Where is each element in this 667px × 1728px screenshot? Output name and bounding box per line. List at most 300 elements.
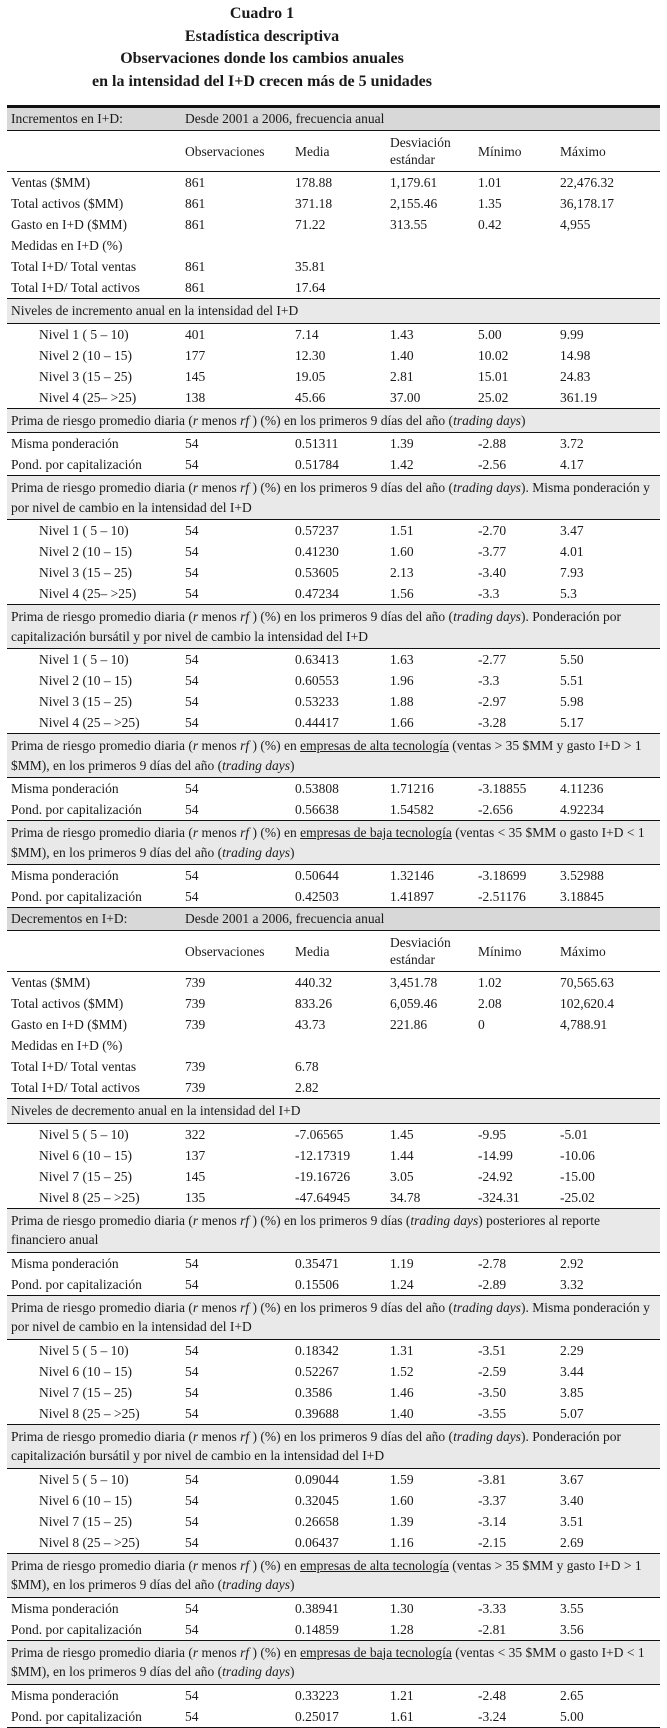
cell-maximo: 4,955 — [560, 217, 591, 232]
cell-maximo: 4.92234 — [560, 802, 604, 817]
section-band — [7, 1553, 660, 1598]
cell-media: 0.35471 — [295, 1255, 339, 1271]
cell-media: 43.73 — [295, 1017, 326, 1032]
cell-desviacion: 1.60 — [390, 1492, 414, 1508]
cell-observaciones: 54 — [185, 781, 199, 796]
cell-desviacion: 1.51 — [390, 523, 414, 538]
cell-observaciones: 54 — [185, 565, 199, 580]
cell-maximo: 3.52988 — [560, 868, 604, 883]
cell-desviacion: 1.71216 — [390, 781, 434, 796]
cell-minimo: 5.00 — [478, 326, 502, 342]
row-label: Nivel 7 (15 – 25) — [39, 1168, 132, 1184]
cell-desviacion: 3,451.78 — [390, 975, 438, 990]
cell-minimo: -3.18855 — [478, 781, 527, 796]
section-band — [7, 604, 660, 649]
cell-media: 0.57237 — [295, 523, 339, 538]
section-band-text: Prima de riesgo promedio diaria (r menos rf ) (%) en empresas de alta tecnología (ventas > 35 $MM y gasto I+D > 1 $MM), en los primeros 9 días del año (trading days) — [11, 738, 642, 773]
cell-minimo: -3.14 — [478, 1513, 507, 1529]
cell-maximo: 9.99 — [560, 326, 584, 342]
data-row — [7, 345, 660, 366]
cell-maximo: 3.67 — [560, 1471, 584, 1487]
cell-observaciones: 54 — [185, 1534, 199, 1550]
cell-minimo: -2.88 — [478, 436, 507, 451]
cell-media: 0.32045 — [295, 1492, 339, 1508]
row-label: Nivel 3 (15 – 25) — [39, 368, 132, 384]
cell-media: 2.82 — [295, 1080, 319, 1095]
cell-desviacion: 1,179.61 — [390, 175, 438, 190]
cell-observaciones: 54 — [185, 1513, 199, 1529]
panel-row — [7, 907, 660, 931]
cell-desviacion: 1.45 — [390, 1126, 414, 1142]
data-row — [7, 799, 660, 820]
cell-desviacion: 1.44 — [390, 1147, 414, 1163]
data-row — [7, 1056, 660, 1077]
data-row — [7, 520, 660, 541]
cell-maximo: 3.56 — [560, 1621, 584, 1637]
data-row — [7, 1685, 660, 1706]
cell-minimo: -2.97 — [478, 694, 507, 709]
row-label: Misma ponderación — [11, 1687, 119, 1703]
cell-desviacion: 1.60 — [390, 544, 414, 559]
cell-media: 45.66 — [295, 389, 326, 405]
cell-observaciones: 54 — [185, 1492, 199, 1508]
data-row — [7, 993, 660, 1014]
cell-observaciones: 54 — [185, 868, 199, 883]
cell-media: 0.51784 — [295, 457, 339, 472]
row-label: Nivel 7 (15 – 25) — [39, 1513, 132, 1529]
panel-row — [7, 105, 660, 131]
cell-maximo: 7.93 — [560, 565, 584, 580]
cell-desviacion: 1.16 — [390, 1534, 414, 1550]
column-header-desviacion: Desviación estándar — [390, 935, 451, 967]
cell-maximo: 4.01 — [560, 544, 584, 559]
data-row — [7, 1253, 660, 1274]
row-label: Gasto en I+D ($MM) — [11, 1017, 127, 1032]
data-row — [7, 433, 660, 454]
cell-desviacion: 1.66 — [390, 715, 414, 730]
column-header-media: Media — [295, 143, 330, 159]
row-label: Total I+D/ Total ventas — [11, 259, 137, 274]
column-header-row — [7, 131, 660, 172]
cell-maximo: 3.72 — [560, 436, 584, 451]
row-label: Medidas en I+D (%) — [11, 238, 123, 253]
cell-observaciones: 54 — [185, 652, 199, 667]
cell-observaciones: 145 — [185, 1168, 206, 1184]
cell-media: 0.47234 — [295, 586, 339, 601]
row-label: Ventas ($MM) — [11, 975, 91, 990]
cell-maximo: 102,620.4 — [560, 996, 614, 1011]
section-band-text: Prima de riesgo promedio diaria (r menos rf ) (%) en los primeros 9 días del año (trading days). Misma ponderación y por nivel de cambio en la intensidad del I+D — [11, 1299, 650, 1334]
cell-observaciones: 54 — [185, 523, 199, 538]
row-label: Total I+D/ Total activos — [11, 280, 140, 295]
cell-maximo: 2.65 — [560, 1687, 584, 1703]
cell-media: 0.53233 — [295, 694, 339, 709]
section-band — [7, 1208, 660, 1253]
cell-minimo: -3.3 — [478, 586, 500, 601]
cell-media: -7.06565 — [295, 1126, 344, 1142]
data-row — [7, 214, 660, 235]
data-row — [7, 1145, 660, 1166]
data-row — [7, 691, 660, 712]
row-label: Nivel 4 (25– >25) — [39, 389, 137, 405]
cell-minimo: -3.51 — [478, 1342, 507, 1358]
cell-maximo: 14.98 — [560, 347, 591, 363]
cell-observaciones: 54 — [185, 802, 199, 817]
cell-media: 0.44417 — [295, 715, 339, 730]
row-label: Total activos ($MM) — [11, 196, 124, 211]
row-label: Nivel 8 (25 – >25) — [39, 1534, 140, 1550]
cell-media: 0.06437 — [295, 1534, 339, 1550]
cell-desviacion: 1.43 — [390, 326, 414, 342]
cell-media: 0.33223 — [295, 1687, 339, 1703]
cell-media: 0.52267 — [295, 1363, 339, 1379]
cell-observaciones: 401 — [185, 326, 206, 342]
cell-observaciones: 54 — [185, 1471, 199, 1487]
table — [7, 105, 660, 1728]
cell-media: 35.81 — [295, 259, 326, 274]
cell-observaciones: 54 — [185, 1342, 199, 1358]
cell-minimo: -2.77 — [478, 652, 507, 667]
section-band-text: Prima de riesgo promedio diaria (r menos rf ) (%) en los primeros 9 días del año (trading days). Ponderación por capitalización bursátil y por nivel de cambio la intensidad del I+D — [11, 609, 622, 644]
cell-desviacion: 1.39 — [390, 436, 414, 451]
cell-desviacion: 1.41897 — [390, 889, 434, 904]
cell-desviacion: 1.32146 — [390, 868, 434, 883]
row-label: Nivel 1 ( 5 – 10) — [39, 652, 129, 667]
section-band — [7, 1640, 660, 1685]
cell-maximo: 3.32 — [560, 1276, 584, 1292]
cell-maximo: 361.19 — [560, 389, 598, 405]
cell-observaciones: 739 — [185, 1080, 206, 1095]
cell-desviacion: 2.13 — [390, 565, 414, 580]
column-header-row — [7, 931, 660, 972]
row-label: Nivel 1 ( 5 – 10) — [39, 326, 129, 342]
section-band-text: Prima de riesgo promedio diaria (r menos rf ) (%) en los primeros 9 días del año (trading days). Ponderación por capitalización bursátil y por nivel de cambio en la intensidad del I+D — [11, 1428, 622, 1463]
cell-maximo: 5.51 — [560, 673, 584, 688]
cell-minimo: -3.28 — [478, 715, 507, 730]
cell-observaciones: 861 — [185, 259, 206, 274]
column-header-minimo: Mínimo — [478, 143, 522, 159]
row-label: Nivel 6 (10 – 15) — [39, 1363, 132, 1379]
cell-maximo: 3.44 — [560, 1363, 584, 1379]
cell-maximo: 3.85 — [560, 1384, 584, 1400]
cell-minimo: -3.40 — [478, 565, 507, 580]
title-line-4: en la intensidad del I+D crecen más de 5 unidades — [92, 72, 432, 90]
cell-desviacion: 1.24 — [390, 1276, 414, 1292]
cell-observaciones: 54 — [185, 694, 199, 709]
cell-media: 0.63413 — [295, 652, 339, 667]
data-row — [7, 1598, 660, 1619]
cell-desviacion: 313.55 — [390, 217, 428, 232]
cell-minimo: -2.59 — [478, 1363, 507, 1379]
cell-minimo: -2.70 — [478, 523, 507, 538]
cell-maximo: 5.98 — [560, 694, 584, 709]
cell-media: 0.39688 — [295, 1405, 339, 1421]
cell-observaciones: 54 — [185, 1600, 199, 1616]
cell-observaciones: 54 — [185, 457, 199, 472]
cell-observaciones: 861 — [185, 217, 206, 232]
cell-desviacion: 1.19 — [390, 1255, 414, 1271]
row-label: Nivel 5 ( 5 – 10) — [39, 1126, 129, 1142]
data-row — [7, 172, 660, 193]
section-band-text: Prima de riesgo promedio diaria (r menos rf ) (%) en empresas de baja tecnología (ventas < 35 $MM o gasto I+D < 1 $MM), en los primeros 9 días del año (trading days) — [11, 825, 645, 860]
column-header-minimo: Mínimo — [478, 943, 522, 959]
cell-desviacion: 1.54582 — [390, 802, 434, 817]
cell-desviacion: 1.59 — [390, 1471, 414, 1487]
data-row — [7, 1274, 660, 1295]
cell-minimo: -9.95 — [478, 1126, 507, 1142]
row-label: Misma ponderación — [11, 1255, 119, 1271]
cell-maximo: 4,788.91 — [560, 1017, 608, 1032]
row-label: Pond. por capitalización — [11, 1621, 142, 1637]
cell-minimo: -2.656 — [478, 802, 513, 817]
section-band-text: Prima de riesgo promedio diaria (r menos rf ) (%) en empresas de baja tecnología (ventas < 35 $MM o gasto I+D < 1 $MM), en los primeros 9 días del año (trading days) — [11, 1644, 645, 1679]
cell-minimo: -3.37 — [478, 1492, 507, 1508]
cell-observaciones: 861 — [185, 280, 206, 295]
cell-desviacion: 1.88 — [390, 694, 414, 709]
cell-maximo: 2.29 — [560, 1342, 584, 1358]
cell-media: 12.30 — [295, 347, 326, 363]
row-label: Total I+D/ Total ventas — [11, 1059, 137, 1074]
panel-left-label: Incrementos en I+D: — [11, 111, 123, 126]
cell-maximo: 5.50 — [560, 652, 584, 667]
column-header-observaciones: Observaciones — [185, 943, 265, 959]
data-row — [7, 1014, 660, 1035]
cell-minimo: 2.08 — [478, 996, 502, 1011]
data-row — [7, 1706, 660, 1727]
section-band — [7, 1098, 660, 1124]
cell-media: 0.25017 — [295, 1708, 339, 1724]
cell-desviacion: 2.81 — [390, 368, 414, 384]
cell-minimo: -3.33 — [478, 1600, 507, 1616]
cell-minimo: 1.35 — [478, 196, 502, 211]
cell-observaciones: 54 — [185, 673, 199, 688]
data-row — [7, 972, 660, 993]
cell-minimo: -3.77 — [478, 544, 507, 559]
data-row — [7, 583, 660, 604]
cell-observaciones: 54 — [185, 1255, 199, 1271]
cell-observaciones: 145 — [185, 368, 206, 384]
data-row — [7, 387, 660, 408]
cell-observaciones: 322 — [185, 1126, 206, 1142]
cell-desviacion: 2,155.46 — [390, 196, 438, 211]
cell-minimo: -2.89 — [478, 1276, 507, 1292]
cell-media: 178.88 — [295, 175, 333, 190]
cell-media: 6.78 — [295, 1059, 319, 1074]
cell-maximo: 4.17 — [560, 457, 584, 472]
data-row — [7, 256, 660, 277]
cell-observaciones: 54 — [185, 1708, 199, 1724]
cell-observaciones: 54 — [185, 586, 199, 601]
cell-desviacion: 221.86 — [390, 1017, 428, 1032]
row-label: Total I+D/ Total activos — [11, 1080, 140, 1095]
title-line-3: Observaciones donde los cambios anuales — [120, 50, 404, 67]
cell-minimo: -3.55 — [478, 1405, 507, 1421]
data-row — [7, 1077, 660, 1098]
cell-minimo: -3.24 — [478, 1708, 507, 1724]
panel-right-label: Desde 2001 a 2006, frecuencia anual — [185, 911, 385, 926]
cell-observaciones: 138 — [185, 389, 206, 405]
cell-observaciones: 54 — [185, 1687, 199, 1703]
cell-desviacion: 1.63 — [390, 652, 414, 667]
row-label: Nivel 3 (15 – 25) — [39, 694, 132, 709]
cell-maximo: 70,565.63 — [560, 975, 614, 990]
cell-desviacion: 1.46 — [390, 1384, 414, 1400]
row-label: Misma ponderación — [11, 436, 119, 451]
cell-desviacion: 1.21 — [390, 1687, 414, 1703]
cell-media: 0.26658 — [295, 1513, 339, 1529]
cell-media: 0.53808 — [295, 781, 339, 796]
panel-left-label: Decrementos en I+D: — [11, 911, 128, 926]
cell-minimo: -3.81 — [478, 1471, 507, 1487]
row-label: Gasto en I+D ($MM) — [11, 217, 127, 232]
row-label: Nivel 7 (15 – 25) — [39, 1384, 132, 1400]
data-row — [7, 1403, 660, 1424]
cell-media: 0.14859 — [295, 1621, 339, 1637]
cell-maximo: 3.51 — [560, 1513, 584, 1529]
row-label: Medidas en I+D (%) — [11, 1038, 123, 1053]
section-band — [7, 1295, 660, 1340]
cell-observaciones: 861 — [185, 175, 206, 190]
cell-media: 7.14 — [295, 326, 319, 342]
cell-maximo: 5.17 — [560, 715, 584, 730]
cell-desviacion: 1.40 — [390, 1405, 414, 1421]
cell-minimo: 0 — [478, 1017, 485, 1032]
section-band — [7, 408, 660, 434]
data-row — [7, 324, 660, 345]
cell-maximo: 2.92 — [560, 1255, 584, 1271]
cell-desviacion: 1.52 — [390, 1363, 414, 1379]
section-band — [7, 820, 660, 865]
cell-maximo: 22,476.32 — [560, 175, 614, 190]
cell-maximo: 3.55 — [560, 1600, 584, 1616]
row-label: Nivel 8 (25 – >25) — [39, 1189, 140, 1205]
column-header-maximo: Máximo — [560, 943, 606, 959]
cell-media: 0.09044 — [295, 1471, 339, 1487]
data-row — [7, 712, 660, 733]
cell-observaciones: 137 — [185, 1147, 206, 1163]
row-label: Misma ponderación — [11, 1600, 119, 1616]
section-band-text: Prima de riesgo promedio diaria (r menos rf ) (%) en los primeros 9 días del año (trading days) — [11, 412, 526, 428]
cell-desviacion: 1.40 — [390, 347, 414, 363]
row-label: Pond. por capitalización — [11, 1276, 142, 1292]
cell-desviacion: 1.61 — [390, 1708, 414, 1724]
cell-desviacion: 3.05 — [390, 1168, 414, 1184]
data-row — [7, 1619, 660, 1640]
cell-maximo: -15.00 — [560, 1168, 595, 1184]
cell-minimo: 25.02 — [478, 389, 509, 405]
cell-media: 0.18342 — [295, 1342, 339, 1358]
cell-minimo: -24.92 — [478, 1168, 513, 1184]
cell-desviacion: 6,059.46 — [390, 996, 438, 1011]
title-line-2: Estadística descriptiva — [184, 27, 340, 45]
cell-minimo: -3.3 — [478, 673, 500, 688]
cell-maximo: 2.69 — [560, 1534, 584, 1550]
cell-desviacion: 1.96 — [390, 673, 414, 688]
cell-minimo: -2.81 — [478, 1621, 507, 1637]
data-row — [7, 1166, 660, 1187]
row-label: Nivel 4 (25– >25) — [39, 586, 137, 601]
cell-media: 0.56638 — [295, 802, 339, 817]
cell-observaciones: 739 — [185, 996, 206, 1011]
cell-minimo: 1.01 — [478, 175, 502, 190]
cell-maximo: 36,178.17 — [560, 196, 614, 211]
cell-minimo: -324.31 — [478, 1189, 520, 1205]
section-band-text: Niveles de incremento anual en la intensidad del I+D — [11, 303, 299, 318]
cell-media: -19.16726 — [295, 1168, 351, 1184]
row-label: Nivel 8 (25 – >25) — [39, 1405, 140, 1421]
cell-observaciones: 54 — [185, 436, 199, 451]
cell-observaciones: 739 — [185, 1017, 206, 1032]
cell-minimo: -2.51176 — [478, 889, 526, 904]
row-label: Ventas ($MM) — [11, 175, 91, 190]
cell-desviacion: 34.78 — [390, 1189, 421, 1205]
data-row — [7, 454, 660, 475]
row-label: Misma ponderación — [11, 868, 119, 883]
data-row — [7, 778, 660, 799]
section-band — [7, 733, 660, 778]
cell-maximo: 4.11236 — [560, 781, 604, 796]
cell-observaciones: 54 — [185, 1276, 199, 1292]
cell-media: 0.3586 — [295, 1384, 333, 1400]
data-row — [7, 1035, 660, 1056]
cell-media: 0.50644 — [295, 868, 339, 883]
section-band-text: Niveles de decremento anual en la intensidad del I+D — [11, 1103, 301, 1118]
data-row — [7, 1340, 660, 1361]
cell-observaciones: 54 — [185, 1405, 199, 1421]
cell-observaciones: 739 — [185, 1059, 206, 1074]
title-line-1: Cuadro 1 — [229, 5, 295, 22]
cell-observaciones: 54 — [185, 889, 199, 904]
section-band-text: Prima de riesgo promedio diaria (r menos rf ) (%) en los primeros 9 días del año (trading days). Misma ponderación y por nivel de cambio en la intensidad del I+D — [11, 480, 650, 515]
cell-desviacion: 1.56 — [390, 586, 414, 601]
cell-minimo: -2.15 — [478, 1534, 507, 1550]
data-row — [7, 1187, 660, 1208]
row-label: Total activos ($MM) — [11, 996, 124, 1011]
cell-minimo: -2.78 — [478, 1255, 507, 1271]
row-label: Nivel 5 ( 5 – 10) — [39, 1342, 129, 1358]
cell-observaciones: 177 — [185, 347, 206, 363]
row-label: Misma ponderación — [11, 781, 119, 796]
panel-right-label: Desde 2001 a 2006, frecuencia anual — [185, 111, 385, 126]
row-label: Nivel 3 (15 – 25) — [39, 565, 132, 580]
cell-media: 0.41230 — [295, 544, 339, 559]
row-label: Nivel 2 (10 – 15) — [39, 347, 132, 363]
cell-minimo: -3.18699 — [478, 868, 527, 883]
cell-observaciones: 54 — [185, 1384, 199, 1400]
cell-media: 0.53605 — [295, 565, 339, 580]
cell-maximo: 5.00 — [560, 1708, 584, 1724]
table-title — [0, 0, 524, 93]
cell-media: 17.64 — [295, 280, 326, 295]
cell-maximo: -10.06 — [560, 1147, 595, 1163]
cell-maximo: 24.83 — [560, 368, 591, 384]
section-band-text: Prima de riesgo promedio diaria (r menos rf ) (%) en empresas de alta tecnología (ventas > 35 $MM y gasto I+D > 1 $MM), en los primeros 9 días del año (trading days) — [11, 1557, 642, 1592]
data-row — [7, 366, 660, 387]
data-row — [7, 1382, 660, 1403]
cell-desviacion: 1.30 — [390, 1600, 414, 1616]
row-label: Nivel 6 (10 – 15) — [39, 1147, 132, 1163]
cell-maximo: -5.01 — [560, 1126, 589, 1142]
data-row — [7, 562, 660, 583]
data-row — [7, 886, 660, 907]
cell-observaciones: 739 — [185, 975, 206, 990]
cell-media: 19.05 — [295, 368, 326, 384]
cell-maximo: 3.18845 — [560, 889, 604, 904]
cell-media: 0.42503 — [295, 889, 339, 904]
cell-maximo: 5.3 — [560, 586, 577, 601]
data-row — [7, 1361, 660, 1382]
section-band — [7, 475, 660, 520]
